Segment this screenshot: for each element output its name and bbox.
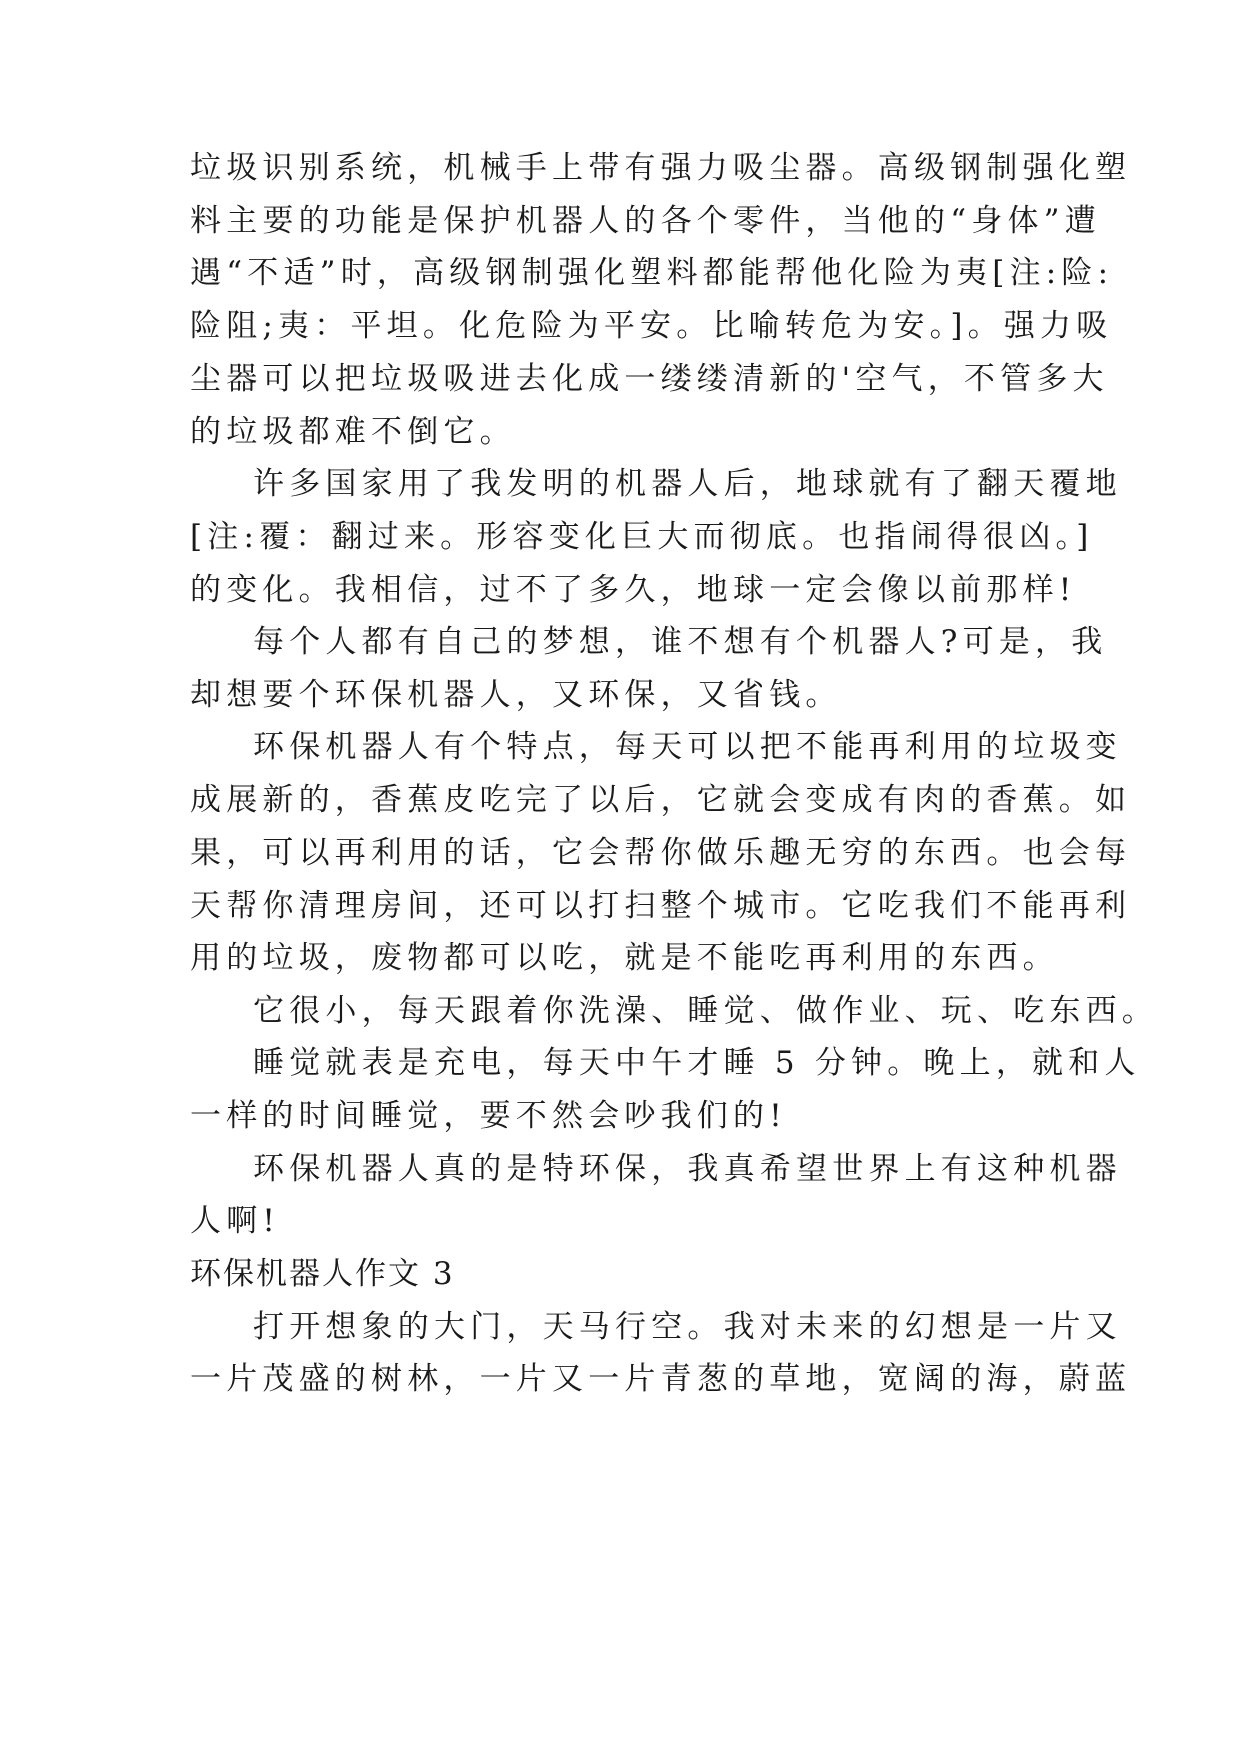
section-heading: 环保机器人作文 3	[190, 1256, 455, 1292]
text-line: 人啊!	[190, 1203, 281, 1239]
text-line: 成展新的，香蕉皮吃完了以后，它就会变成有肉的香蕉。如	[190, 782, 1132, 818]
text-line: 用的垃圾，废物都可以吃，就是不能吃再利用的东西。	[190, 940, 1059, 976]
text-line: 的垃圾都难不倒它。	[190, 414, 516, 450]
text-line: 尘器可以把垃圾吸进去化成一缕缕清新的'空气，不管多大	[190, 361, 1109, 397]
paragraph-first-line: 每个人都有自己的梦想，谁不想有个机器人?可是，我	[253, 624, 1108, 660]
paragraph-first-line: 许多国家用了我发明的机器人后，地球就有了翻天覆地	[253, 466, 1122, 502]
paragraph-first-line: 它很小，每天跟着你洗澡、睡觉、做作业、玩、吃东西。	[253, 993, 1158, 1029]
text-line: 险阻;夷：平坦。化危险为平安。比喻转危为安。]。强力吸	[190, 308, 1113, 344]
paragraph-first-line: 睡觉就表是充电，每天中午才睡 5 分钟。晚上，就和人	[253, 1045, 1141, 1081]
text-line: 一样的时间睡觉，要不然会吵我们的!	[190, 1098, 787, 1134]
paragraph-first-line: 环保机器人真的是特环保，我真希望世界上有这种机器	[253, 1151, 1122, 1187]
text-line: 天帮你清理房间，还可以打扫整个城市。它吃我们不能再利	[190, 888, 1132, 924]
paragraph-first-line: 打开想象的大门，天马行空。我对未来的幻想是一片又	[253, 1309, 1122, 1345]
text-line: 却想要个环保机器人，又环保，又省钱。	[190, 677, 842, 713]
text-line: 果，可以再利用的话，它会帮你做乐趣无穷的东西。也会每	[190, 835, 1132, 871]
paragraph-first-line: 环保机器人有个特点，每天可以把不能再利用的垃圾变	[253, 729, 1122, 765]
text-line: [注:覆：翻过来。形容变化巨大而彻底。也指闹得很凶。]	[190, 519, 1094, 555]
text-line: 一片茂盛的树林，一片又一片青葱的草地，宽阔的海，蔚蓝	[190, 1361, 1132, 1397]
text-line: 垃圾识别系统，机械手上带有强力吸尘器。高级钢制强化塑	[190, 150, 1132, 186]
text-line: 遇“不适”时，高级钢制强化塑料都能帮他化险为夷[注:险:	[190, 255, 1114, 291]
text-line: 的变化。我相信，过不了多久，地球一定会像以前那样!	[190, 572, 1077, 608]
text-line: 料主要的功能是保护机器人的各个零件，当他的“身体”遭	[190, 203, 1101, 239]
